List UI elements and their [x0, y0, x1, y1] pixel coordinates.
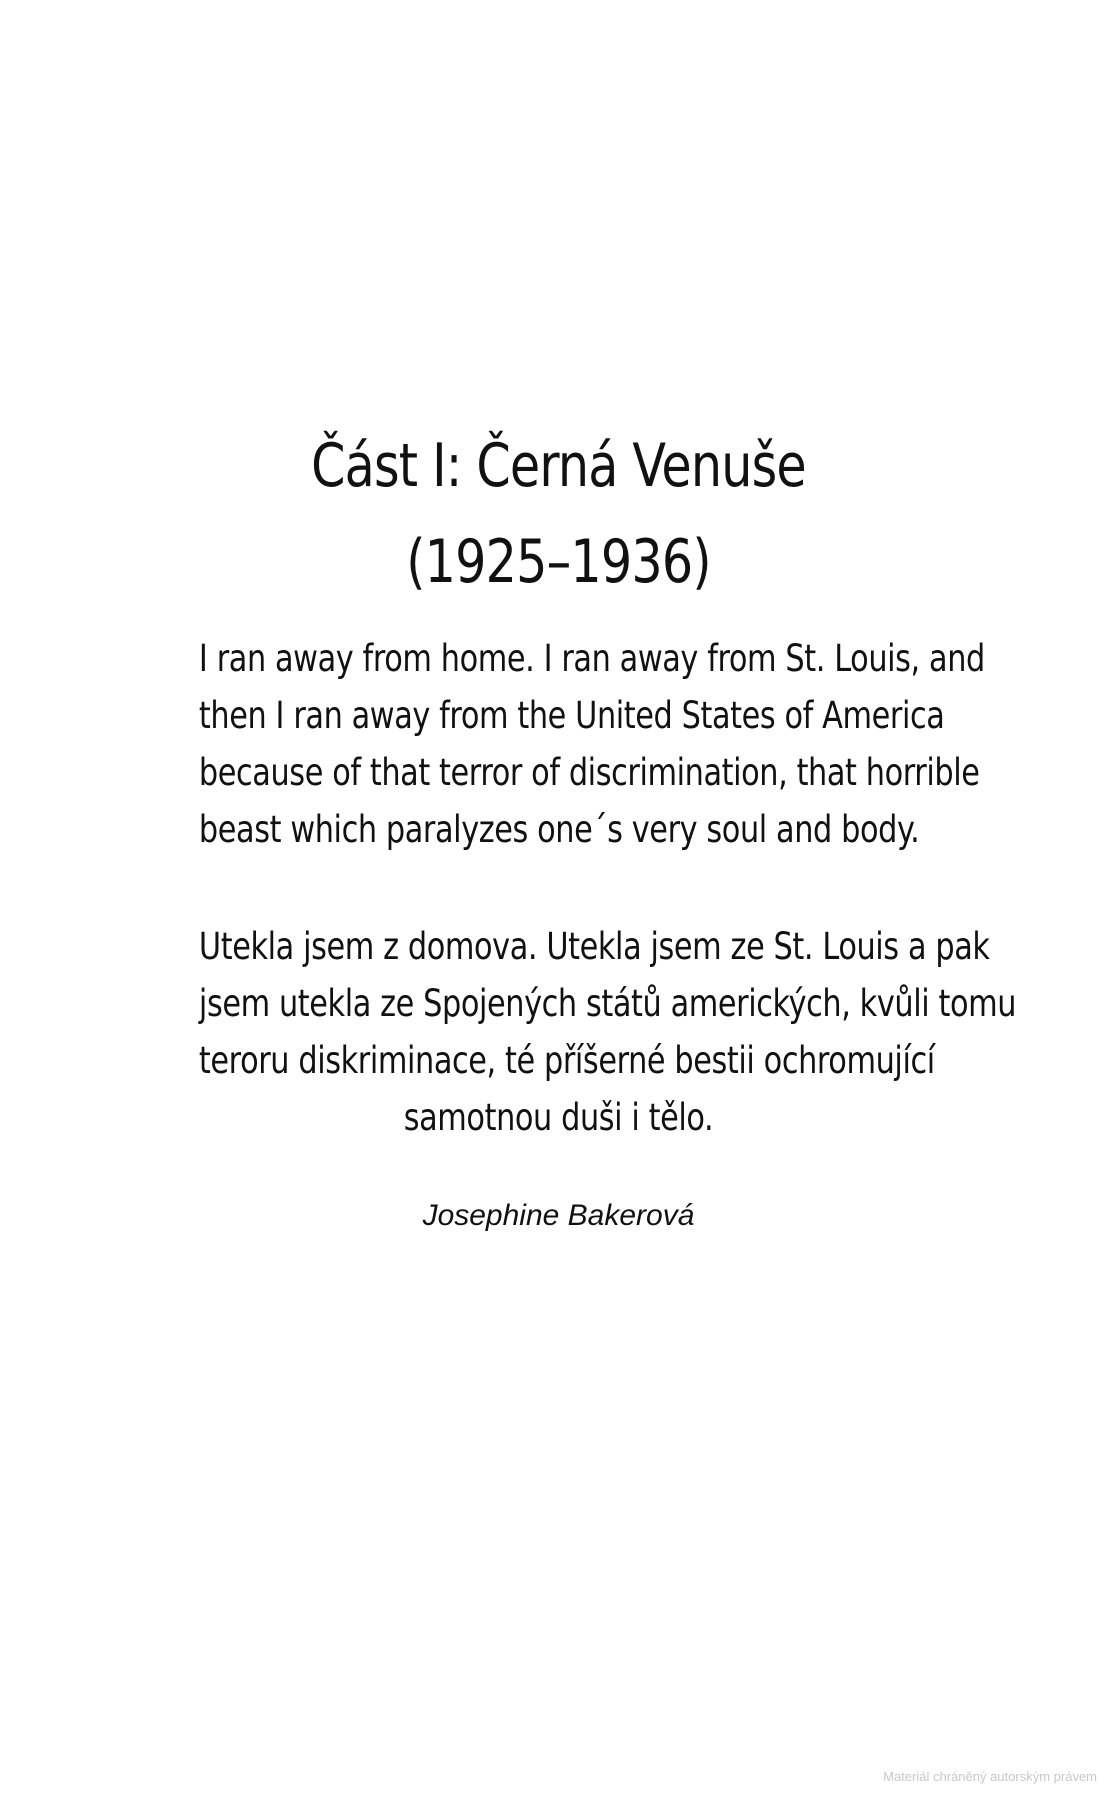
epigraph-line: jsem utekla ze Spojených států amerických, kvůli tomu [198, 982, 1017, 1025]
epigraph-line: because of that terror of discrimination, that horrible [198, 751, 980, 794]
epigraph-author: Josephine Bakerová [422, 1199, 695, 1232]
part-title-line: Část I: Černá Venuše [311, 431, 806, 501]
epigraph-line: teroru diskriminace, té příšerné bestii ochromující [198, 1039, 935, 1082]
epigraph-czech [120, 918, 1017, 1146]
epigraph-line: I ran away from home. I ran away from St. Louis, and [198, 637, 985, 680]
epigraph-line: beast which paralyzes one´s very soul and body. [198, 808, 920, 851]
epigraph-line: then I ran away from the United States of America [198, 694, 945, 737]
epigraph-line: Utekla jsem z domova. Utekla jsem ze St. Louis a pak [198, 925, 990, 968]
part-title-years: (1925–1936) [406, 527, 711, 597]
copyright-watermark: Materiál chráněný autorským právem [883, 1769, 1097, 1784]
epigraph-english [120, 630, 997, 858]
part-title [101, 418, 1017, 610]
epigraph-line: samotnou duši i tělo. [403, 1096, 714, 1139]
